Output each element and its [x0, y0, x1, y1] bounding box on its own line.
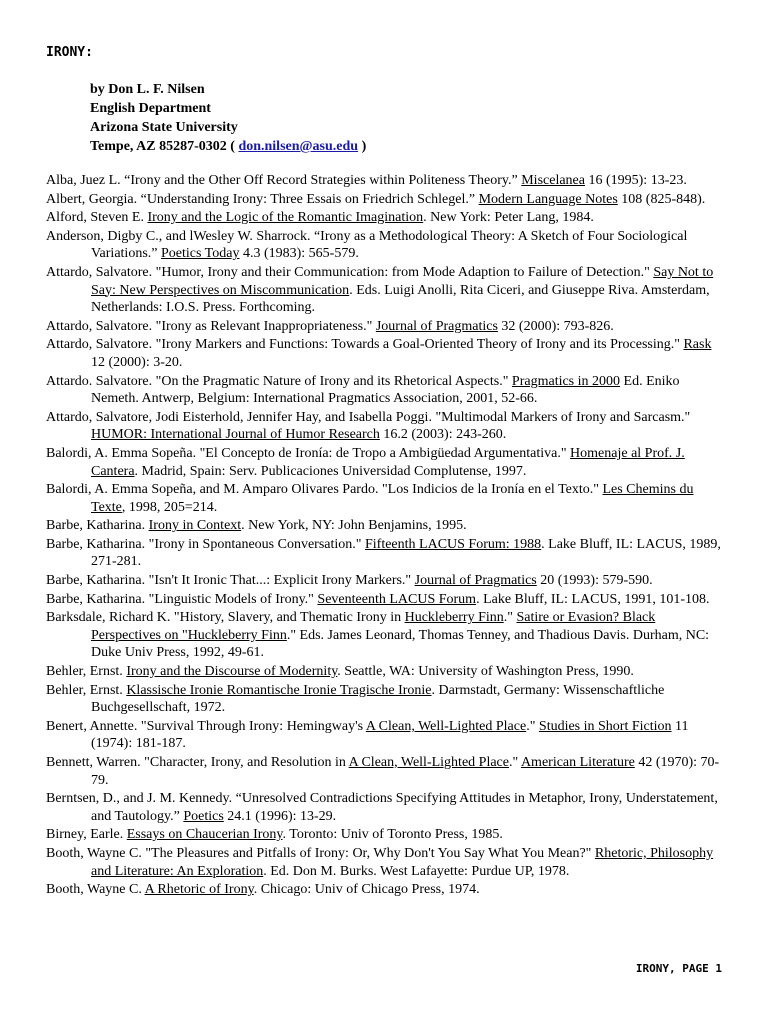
entry-work-title: Homenaje al Prof. J. Cantera [91, 445, 685, 479]
author-byline: by Don L. F. Nilsen [90, 82, 205, 97]
entry-work-title: Poetics [183, 808, 224, 824]
entry-text: Barbe, Katharina. "Linguistic Models of Irony." [46, 591, 318, 607]
page-footer: IRONY, PAGE 1 [635, 962, 722, 975]
entry-work-title: American Literature [520, 755, 635, 770]
entry-text: Booth, Wayne C. [46, 882, 145, 898]
address-text: Tempe, AZ 85287-0302 ( [90, 139, 235, 154]
bibliography-entry [46, 754, 726, 789]
entry-text: ." [508, 755, 521, 770]
entry-text: Barbe, Katharina. "Isn't It Ironic That...: Explicit Irony Markers." [46, 573, 415, 589]
entry-work-title: Poetics Today [160, 246, 240, 262]
entry-text: Bennett, Warren. "Character, Irony, and Resolution in [46, 755, 349, 770]
bibliography-entry [46, 336, 726, 371]
bibliography-entry [46, 481, 726, 516]
entry-text: Attardo, Salvatore, Jodi Eisterhold, Jennifer Hay, and Isabella Poggi. "Multimodal Markers of Irony and Sarcasm." [46, 409, 691, 425]
entry-work-title: Irony in Context [148, 518, 242, 534]
entry-work-title: Fifteenth LACUS Forum: 1988 [364, 536, 542, 552]
entry-work-title: Say Not to Say: New Perspectives on Miscommunication [91, 264, 714, 298]
bibliography-entry [46, 591, 726, 609]
entry-work-title: Huckleberry Finn [404, 610, 504, 626]
entry-text: . Lake Bluff, IL: LACUS, 1991, 101-108. [476, 591, 710, 607]
entry-text: Birney, Earle. [46, 827, 127, 843]
entry-text: Attardo, Salvatore. "Irony Markers and Functions: Towards a Goal-Oriented Theory of Irony and its Processing." [46, 337, 684, 353]
entry-work-title: Les Chemins du Texte [91, 482, 694, 515]
address-close: ) [361, 139, 367, 154]
entry-text: 16 (1995): 13-23. [584, 173, 687, 188]
entry-text: 4.3 (1983): 565-579. [239, 246, 359, 262]
entry-text: Albert, Georgia. “Understanding Irony: Three Essais on Friedrich Schlegel.” [46, 191, 479, 207]
entry-text: Alba, Juez L. “Irony and the Other Off Record Strategies within Politeness Theory.” [46, 173, 522, 188]
author-address [90, 137, 366, 156]
entry-text: , 1998, 205=214. [121, 499, 218, 515]
entry-text: 20 (1993): 579-590. [536, 573, 653, 589]
entry-text: Ed. Eniko Nemeth. Antwerp, Belgium: International Pragmatics Association, 2001, 52-66. [91, 373, 680, 407]
entry-text: 12 (2000): 3-20. [91, 354, 183, 370]
bibliography-entry [46, 826, 726, 844]
bibliography-entry [46, 264, 726, 317]
author-email-link[interactable]: don.nilsen@asu.edu [238, 139, 359, 154]
entry-text: ." Eds. James Leonard, Thomas Tenney, and Thadious Davis. Durham, NC: Duke Univ Press, 1992, 49-61. [91, 627, 710, 661]
entry-text: Booth, Wayne C. "The Pleasures and Pitfalls of Irony: Or, Why Don't You Say What You Mean?" [46, 845, 595, 861]
author-university: Arizona State University [90, 120, 238, 135]
entry-text: Behler, Ernst. [46, 664, 127, 680]
entry-text: Alford, Steven E. [46, 210, 148, 226]
bibliography-entry [46, 445, 726, 480]
entry-text: . Madrid, Spain: Serv. Publicaciones Universidad Complutense, 1997. [134, 463, 527, 479]
entry-work-title: Modern Language Notes [478, 191, 618, 207]
entry-text: ." [503, 610, 517, 626]
entry-work-title: Rask [683, 337, 712, 353]
entry-text: Attardo, Salvatore. "Humor, Irony and their Communication: from Mode Adaption to Failure of Detection." [46, 264, 654, 280]
bibliography-entry [46, 682, 726, 717]
entry-text: . Eds. Luigi Anolli, Rita Ciceri, and Giuseppe Riva. Amsterdam, Netherlands: I.O.S. Press. Forthcoming. [91, 282, 710, 316]
bibliography-entry [46, 718, 726, 753]
bibliography-entry [46, 572, 726, 590]
entry-text: . Lake Bluff, IL: LACUS, 1989, 271-281. [91, 536, 721, 570]
entry-text: Balordi, A. Emma Sopeña. "El Concepto de Ironía: de Tropo a Ambigüedad Argumentativa." [46, 445, 571, 461]
entry-work-title: Miscelanea [521, 173, 585, 188]
entry-text: Benert, Annette. "Survival Through Irony: Hemingway's [46, 718, 366, 734]
bibliography-entry [46, 172, 726, 190]
entry-work-title: Journal of Pragmatics [375, 318, 498, 334]
entry-work-title: Seventeenth LACUS Forum [317, 591, 477, 607]
entry-text: Berntsen, D., and J. M. Kennedy. “Unresolved Contradictions Specifying Attitudes in Metaphor, Irony, Understatement, and Tautology.” [46, 791, 718, 824]
entry-work-title: A Rhetoric of Irony [144, 882, 254, 898]
entry-text: 42 (1970): 70-79. [91, 755, 720, 788]
entry-text: Barksdale, Richard K. "History, Slavery, and Thematic Irony in [46, 610, 405, 626]
entry-work-title: Irony and the Discourse of Modernity [126, 664, 338, 680]
bibliography-entry [46, 536, 726, 571]
entry-work-title: Studies in Short Fiction [538, 718, 672, 734]
entry-text: Behler, Ernst. [46, 682, 127, 698]
entry-text: Attardo. Salvatore. "On the Pragmatic Nature of Irony and its Rhetorical Aspects." [46, 373, 512, 389]
entry-text: ." [526, 718, 539, 734]
entry-text: Barbe, Katharina. "Irony in Spontaneous Conversation." [46, 536, 365, 552]
entry-text: 24.1 (1996): 13-29. [223, 808, 337, 824]
entry-text: Attardo, Salvatore. "Irony as Relevant Inappropriateness." [46, 318, 376, 334]
entry-text: . Ed. Don M. Burks. West Lafayette: Purdue UP, 1978. [263, 863, 570, 879]
entry-work-title: Irony and the Logic of the Romantic Imagination [147, 210, 424, 226]
entry-work-title: Klassische Ironie Romantische Ironie Tragische Ironie [126, 682, 432, 698]
entry-text: Balordi, A. Emma Sopeña, and M. Amparo Olivares Pardo. "Los Indicios de la Ironía en el Texto." [46, 482, 603, 498]
entry-text: 11 (1974): 181-187. [91, 718, 689, 752]
entry-text: . Seattle, WA: University of Washington Press, 1990. [337, 664, 634, 680]
entry-text: . New York, NY: John Benjamins, 1995. [241, 518, 467, 534]
author-block [90, 80, 366, 156]
entry-text: 108 (825-848). [617, 191, 706, 207]
bibliography-entry [46, 609, 726, 662]
entry-work-title: A Clean, Well-Lighted Place [365, 718, 527, 734]
bibliography-entry [46, 228, 726, 263]
bibliography-list [46, 172, 726, 900]
entry-work-title: Rhetoric, Philosophy and Literature: An Exploration [91, 845, 714, 879]
entry-text: . New York: Peter Lang, 1984. [423, 210, 594, 226]
entry-work-title: Essays on Chaucerian Irony [126, 827, 283, 843]
entry-text: . Toronto: Univ of Toronto Press, 1985. [282, 827, 503, 843]
document-title: IRONY: [46, 45, 93, 60]
bibliography-entry [46, 845, 726, 880]
entry-text: 16.2 (2003): 243-260. [379, 427, 507, 443]
bibliography-entry [46, 881, 726, 899]
bibliography-entry [46, 318, 726, 336]
entry-text: 32 (2000): 793-826. [497, 318, 614, 334]
entry-work-title: Satire or Evasion? Black Perspectives on "Huckleberry Finn [91, 610, 656, 643]
bibliography-entry [46, 790, 726, 825]
author-department: English Department [90, 101, 211, 116]
entry-work-title: A Clean, Well-Lighted Place [348, 755, 509, 770]
bibliography-entry [46, 373, 726, 408]
bibliography-entry [46, 663, 726, 681]
bibliography-entry [46, 209, 726, 227]
entry-text: . Chicago: Univ of Chicago Press, 1974. [253, 882, 480, 898]
bibliography-entry [46, 517, 726, 535]
entry-work-title: Pragmatics in 2000 [511, 373, 621, 389]
entry-text: Anderson, Digby C., and lWesley W. Sharrock. “Irony as a Methodological Theory: A Sketch of Four Sociological Variations.” [46, 228, 688, 262]
entry-text: Barbe, Katharina. [46, 518, 149, 534]
bibliography-entry [46, 409, 726, 444]
entry-work-title: HUMOR: International Journal of Humor Research [91, 427, 380, 443]
entry-text: . Darmstadt, Germany: Wissenschaftliche Buchgesellschaft, 1972. [91, 682, 665, 716]
entry-work-title: Journal of Pragmatics [414, 573, 537, 589]
bibliography-entry [46, 191, 726, 209]
